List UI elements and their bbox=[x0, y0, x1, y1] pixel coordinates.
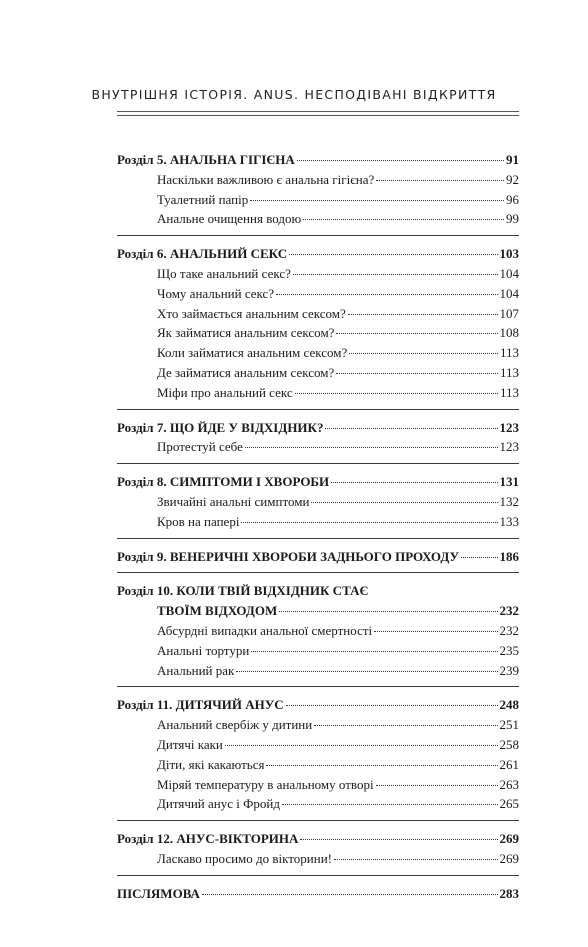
dot-leader bbox=[266, 765, 497, 766]
entry-title-text: Кров на папері bbox=[157, 513, 240, 529]
entry-title-text: Чому анальний секс? bbox=[157, 285, 275, 301]
dot-leader bbox=[314, 725, 497, 726]
page-number: 261 bbox=[499, 756, 519, 772]
page-number: 186 bbox=[499, 548, 519, 564]
toc-subsection-entry bbox=[117, 383, 519, 403]
dot-leader bbox=[236, 671, 497, 672]
chapter-label: Розділ 6. bbox=[117, 246, 167, 262]
entry-title bbox=[157, 363, 334, 383]
entry-title bbox=[117, 884, 200, 904]
chapter-label: Розділ 12. bbox=[117, 831, 174, 847]
dot-leader bbox=[276, 294, 497, 295]
toc-subsection-entry bbox=[117, 284, 519, 304]
dot-leader bbox=[282, 804, 498, 805]
page-number: 113 bbox=[499, 345, 519, 361]
entry-title bbox=[157, 601, 277, 621]
toc-subsection-entry bbox=[117, 304, 519, 324]
dot-leader bbox=[202, 894, 498, 895]
page-number: 251 bbox=[499, 717, 519, 733]
toc-section bbox=[117, 581, 519, 687]
page-number: 263 bbox=[499, 776, 519, 792]
entry-title-text: АНАЛЬНИЙ СЕКС bbox=[169, 246, 288, 262]
entry-title-text: Де займатися анальним сексом? bbox=[157, 364, 335, 380]
dot-leader bbox=[348, 314, 498, 315]
entry-title bbox=[157, 492, 309, 512]
page-number: 123 bbox=[499, 439, 519, 455]
toc-section bbox=[117, 829, 519, 876]
toc-subsection-entry bbox=[117, 755, 519, 775]
entry-title bbox=[157, 755, 264, 775]
toc-subsection-entry bbox=[117, 794, 519, 814]
dot-leader bbox=[251, 651, 497, 652]
header-double-rule bbox=[117, 111, 519, 116]
page-number: 103 bbox=[499, 246, 519, 262]
page-number: 104 bbox=[499, 265, 519, 281]
toc-subsection-entry bbox=[117, 735, 519, 755]
dot-leader bbox=[295, 393, 498, 394]
toc-chapter-entry bbox=[117, 829, 519, 849]
dot-leader bbox=[325, 428, 497, 429]
chapter-label: Розділ 10. bbox=[117, 583, 174, 599]
entry-title-text: Анальне очищення водою bbox=[157, 211, 302, 227]
toc-subsection-entry bbox=[117, 437, 519, 457]
entry-title bbox=[157, 849, 332, 869]
entry-title-text: ДИТЯЧИЙ АНУС bbox=[175, 697, 284, 713]
page-number: 99 bbox=[506, 211, 519, 227]
page-number: 96 bbox=[506, 191, 519, 207]
page-number: 113 bbox=[499, 384, 519, 400]
chapter-label: Розділ 11. bbox=[117, 697, 173, 713]
toc-section bbox=[117, 547, 519, 574]
entry-title bbox=[117, 244, 287, 264]
entry-title-text: Наскільки важливою є анальна гігієна? bbox=[157, 171, 375, 187]
toc-chapter-entry bbox=[117, 695, 519, 715]
entry-title-text: Дитячі каки bbox=[157, 736, 223, 752]
toc-section bbox=[117, 418, 519, 465]
dot-leader bbox=[293, 274, 498, 275]
entry-title-text: КОЛИ ТВІЙ ВІДХІДНИК СТАЄ bbox=[176, 583, 369, 599]
entry-title bbox=[157, 794, 280, 814]
entry-title-text: Хто займається анальним сексом? bbox=[157, 305, 346, 321]
page-number: 104 bbox=[499, 285, 519, 301]
entry-title-text: Ласкаво просимо до вікторини! bbox=[157, 850, 332, 866]
entry-title bbox=[157, 437, 243, 457]
entry-title-text: Міряй температуру в анальному отворі bbox=[157, 776, 374, 792]
entry-title bbox=[117, 547, 459, 567]
entry-title bbox=[157, 512, 239, 532]
toc-section bbox=[117, 472, 519, 538]
entry-title-text: АНАЛЬНА ГІГІЄНА bbox=[169, 152, 295, 167]
toc-subsection-entry bbox=[117, 621, 519, 641]
dot-leader bbox=[376, 785, 498, 786]
chapter-label: Розділ 8. bbox=[117, 474, 167, 490]
entry-title bbox=[157, 304, 346, 324]
toc-subsection-entry bbox=[117, 323, 519, 343]
toc-subsection-entry bbox=[117, 170, 519, 190]
dot-leader bbox=[336, 333, 497, 334]
dot-leader bbox=[311, 502, 497, 503]
dot-leader bbox=[376, 180, 504, 181]
toc-chapter-entry bbox=[117, 884, 519, 904]
toc-subsection-entry bbox=[117, 641, 519, 661]
entry-title-text: Анальний рак bbox=[157, 662, 235, 678]
toc-chapter-entry bbox=[117, 244, 519, 264]
entry-title bbox=[157, 209, 301, 229]
entry-title bbox=[157, 170, 374, 190]
entry-title-text: Анальні тортури bbox=[157, 642, 250, 658]
entry-title bbox=[157, 641, 249, 661]
dot-leader bbox=[225, 745, 498, 746]
entry-title bbox=[117, 418, 323, 438]
toc-chapter-entry bbox=[117, 581, 519, 601]
entry-title-text: Звичайні анальні симптоми bbox=[157, 493, 310, 509]
entry-title bbox=[157, 323, 334, 343]
toc-section bbox=[117, 150, 519, 236]
chapter-label: Розділ 9. bbox=[117, 548, 167, 564]
entry-title-text: ПІСЛЯМОВА bbox=[117, 885, 200, 901]
toc-subsection-entry bbox=[117, 190, 519, 210]
entry-title-text: Як займатися анальним сексом? bbox=[157, 325, 335, 341]
page-number: 269 bbox=[499, 850, 519, 866]
page-number: 239 bbox=[499, 662, 519, 678]
page-number: 258 bbox=[499, 736, 519, 752]
entry-title-text: Міфи про анальний секс bbox=[157, 384, 293, 400]
toc-subsection-entry bbox=[117, 715, 519, 735]
entry-title bbox=[157, 190, 248, 210]
dot-leader bbox=[374, 631, 497, 632]
dot-leader bbox=[331, 482, 497, 483]
running-head: ВНУТРІШНЯ ІСТОРІЯ. ANUS. НЕСПОДІВАНІ ВІДКРИТТЯ bbox=[91, 87, 497, 102]
dot-leader bbox=[297, 160, 504, 161]
page-number: 107 bbox=[499, 305, 519, 321]
toc-section bbox=[117, 884, 519, 910]
page-number: 91 bbox=[506, 152, 519, 167]
entry-title-text: Діти, які какаються bbox=[157, 756, 265, 772]
dot-leader bbox=[289, 254, 497, 255]
dot-leader bbox=[241, 522, 497, 523]
entry-title-text: ТВОЇМ ВІДХОДОМ bbox=[157, 603, 278, 619]
dot-leader bbox=[461, 557, 498, 558]
dot-leader bbox=[334, 859, 498, 860]
table-of-contents bbox=[117, 150, 519, 918]
toc-subsection-entry bbox=[117, 209, 519, 229]
page-number: 133 bbox=[499, 513, 519, 529]
page-number: 131 bbox=[499, 474, 519, 490]
entry-title bbox=[157, 264, 291, 284]
entry-title bbox=[157, 735, 223, 755]
toc-subsection-entry bbox=[117, 343, 519, 363]
toc-subsection-entry bbox=[117, 492, 519, 512]
entry-title bbox=[157, 775, 374, 795]
entry-title-text: Туалетний папір bbox=[157, 191, 249, 207]
page-number: 232 bbox=[499, 603, 519, 619]
page-number: 108 bbox=[499, 325, 519, 341]
dot-leader bbox=[336, 373, 498, 374]
entry-title-text: Що таке анальний секс? bbox=[157, 265, 291, 281]
dot-leader bbox=[303, 219, 504, 220]
toc-subsection-entry bbox=[117, 661, 519, 681]
page-number: 123 bbox=[499, 419, 519, 435]
toc-chapter-entry-continuation bbox=[117, 601, 519, 621]
entry-title-text: ВЕНЕРИЧНІ ХВОРОБИ ЗАДНЬОГО ПРОХОДУ bbox=[169, 548, 459, 564]
toc-subsection-entry bbox=[117, 264, 519, 284]
page-number: 232 bbox=[499, 622, 519, 638]
entry-title bbox=[157, 621, 372, 641]
page-number: 269 bbox=[499, 831, 519, 847]
toc-section bbox=[117, 244, 519, 409]
entry-title bbox=[117, 829, 298, 849]
page-number: 283 bbox=[499, 885, 519, 901]
entry-title bbox=[157, 661, 234, 681]
entry-title bbox=[157, 343, 347, 363]
entry-title-text: ЩО ЙДЕ У ВІДХІДНИК? bbox=[169, 419, 324, 435]
toc-subsection-entry bbox=[117, 849, 519, 869]
entry-title-text: Абсурдні випадки анальної смертності bbox=[157, 622, 373, 638]
dot-leader bbox=[286, 705, 498, 706]
toc-chapter-entry bbox=[117, 150, 519, 170]
entry-title bbox=[157, 383, 293, 403]
toc-chapter-entry bbox=[117, 472, 519, 492]
chapter-label: Розділ 7. bbox=[117, 419, 167, 435]
entry-title-text: СИМПТОМИ І ХВОРОБИ bbox=[169, 474, 330, 490]
entry-title-text: АНУС-ВІКТОРИНА bbox=[176, 831, 299, 847]
entry-title-text: Дитячий анус і Фройд bbox=[157, 796, 280, 812]
toc-subsection-entry bbox=[117, 363, 519, 383]
page-number: 113 bbox=[499, 364, 519, 380]
entry-title bbox=[117, 581, 368, 601]
toc-subsection-entry bbox=[117, 775, 519, 795]
dot-leader bbox=[279, 611, 497, 612]
toc-chapter-entry bbox=[117, 547, 519, 567]
dot-leader bbox=[300, 839, 497, 840]
entry-title bbox=[157, 715, 312, 735]
page-number: 132 bbox=[499, 493, 519, 509]
dot-leader bbox=[250, 200, 504, 201]
page-number: 248 bbox=[499, 697, 519, 713]
toc-chapter-entry bbox=[117, 418, 519, 438]
page-number: 265 bbox=[499, 796, 519, 812]
page-number: 92 bbox=[506, 171, 519, 187]
dot-leader bbox=[245, 447, 498, 448]
entry-title bbox=[117, 472, 329, 492]
entry-title-text: Протестуй себе bbox=[157, 439, 243, 455]
entry-title-text: Анальний свербіж у дитини bbox=[157, 717, 313, 733]
toc-subsection-entry bbox=[117, 512, 519, 532]
dot-leader bbox=[349, 353, 498, 354]
entry-title bbox=[157, 284, 274, 304]
entry-title bbox=[117, 150, 295, 170]
toc-section bbox=[117, 695, 519, 821]
page-number: 235 bbox=[499, 642, 519, 658]
chapter-label: Розділ 5. bbox=[117, 152, 167, 167]
entry-title bbox=[117, 695, 284, 715]
entry-title-text: Коли займатися анальним сексом? bbox=[157, 345, 348, 361]
